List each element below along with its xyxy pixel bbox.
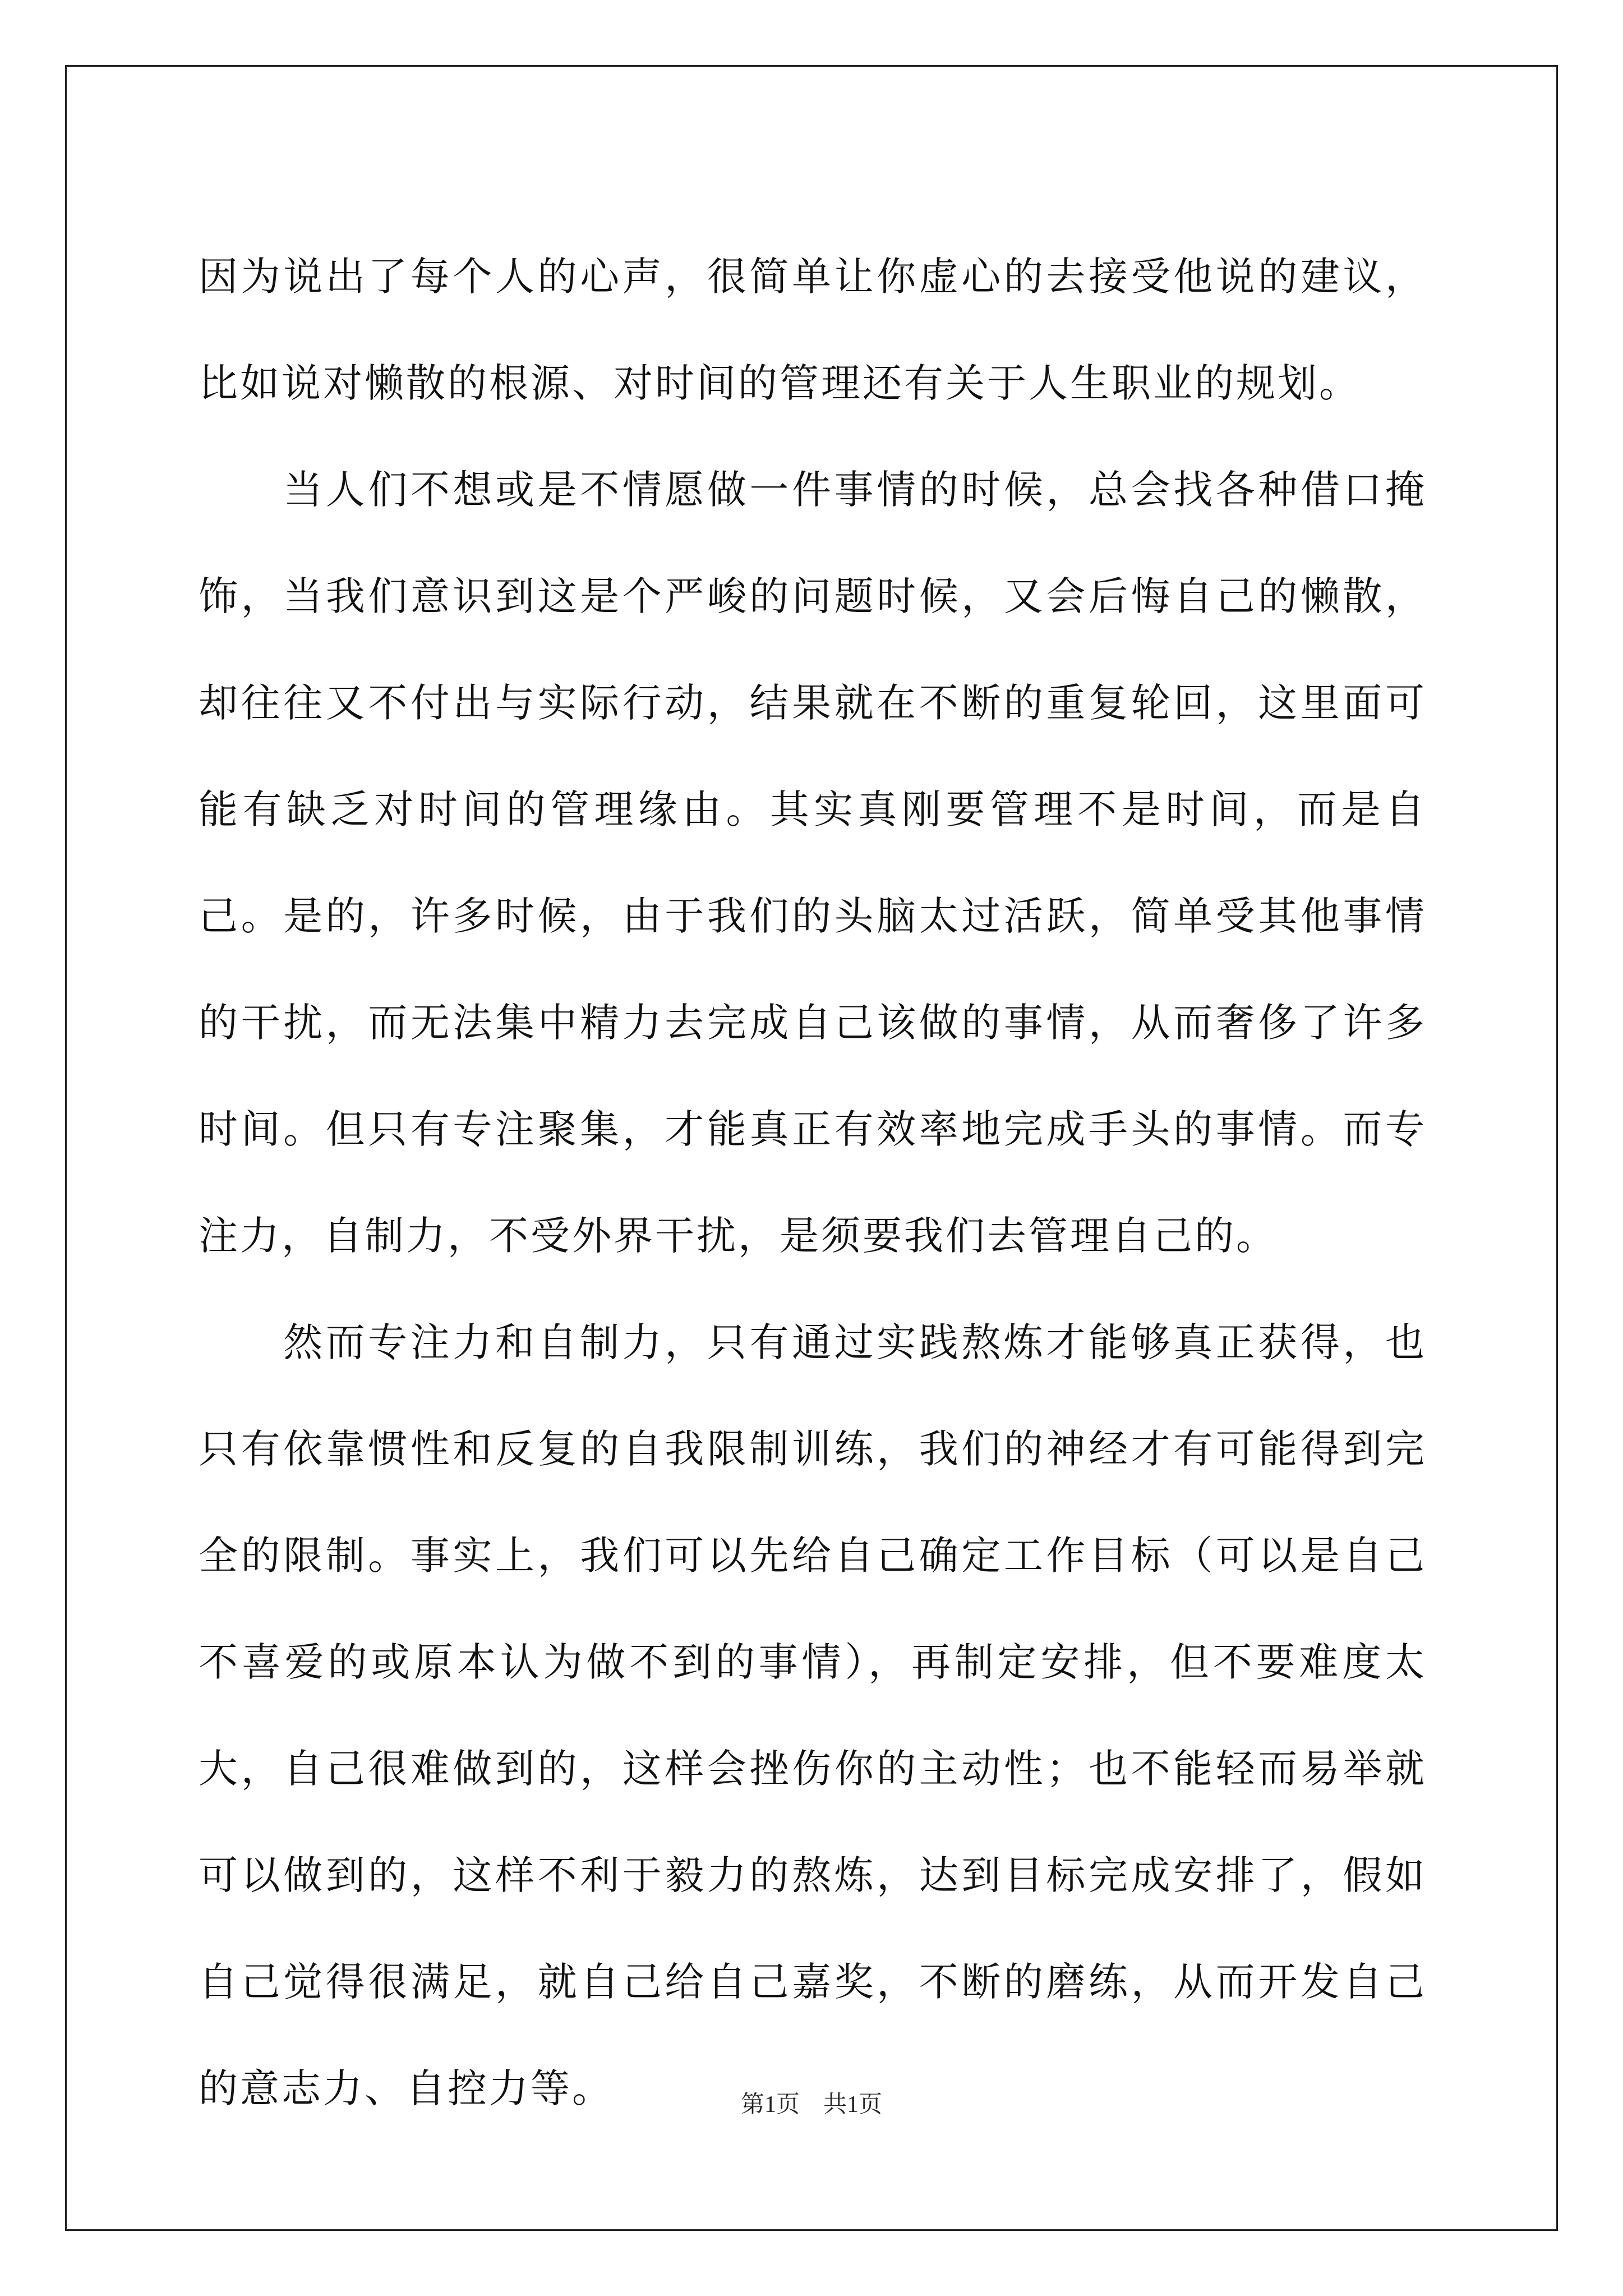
paragraph-3: 然而专注力和自制力，只有通过实践熬炼才能够真正获得，也只有依靠惯性和反复的自我限制训练，我们的神经才有可能得到完全的限制。事实上，我们可以先给自己确定工作目标（可以是自己不喜爱的或原本认为做不到的事情），再制定安排，但不要难度太大，自己很难做到的，这样会挫伤你的主动性；也不能轻而易举就可以做到的，这样不利于毅力的熬炼，达到目标完成安排了，假如自己觉得很满足，就自己给自己嘉奖，不断的磨练，从而开发自己的意志力、自控力等。 <box>199 1319 1427 2111</box>
document-body <box>199 223 1427 2142</box>
paragraph-2: 当人们不想或是不情愿做一件事情的时候，总会找各种借口掩饰，当我们意识到这是个严峻的问题时候，又会后悔自己的懒散，却往往又不付出与实际行动，结果就在不断的重复轮回，这里面可能有缺乏对时间的管理缘由。其实真刚要管理不是时间，而是自己。是的，许多时候，由于我们的头脑太过活跃，简单受其他事情的干扰，而无法集中精力去完成自己该做的事情，从而奢侈了许多时间。但只有专注聚集，才能真正有效率地完成手头的事情。而专注力，自制力，不受外界干扰，是须要我们去管理自己的。 <box>199 467 1427 1259</box>
paragraph-1: 因为说出了每个人的心声，很简单让你虚心的去接受他说的建议，比如说对懒散的根源、对时间的管理还有关于人生职业的规划。 <box>199 254 1427 406</box>
page-footer: 第1页 共1页 <box>740 2092 882 2118</box>
